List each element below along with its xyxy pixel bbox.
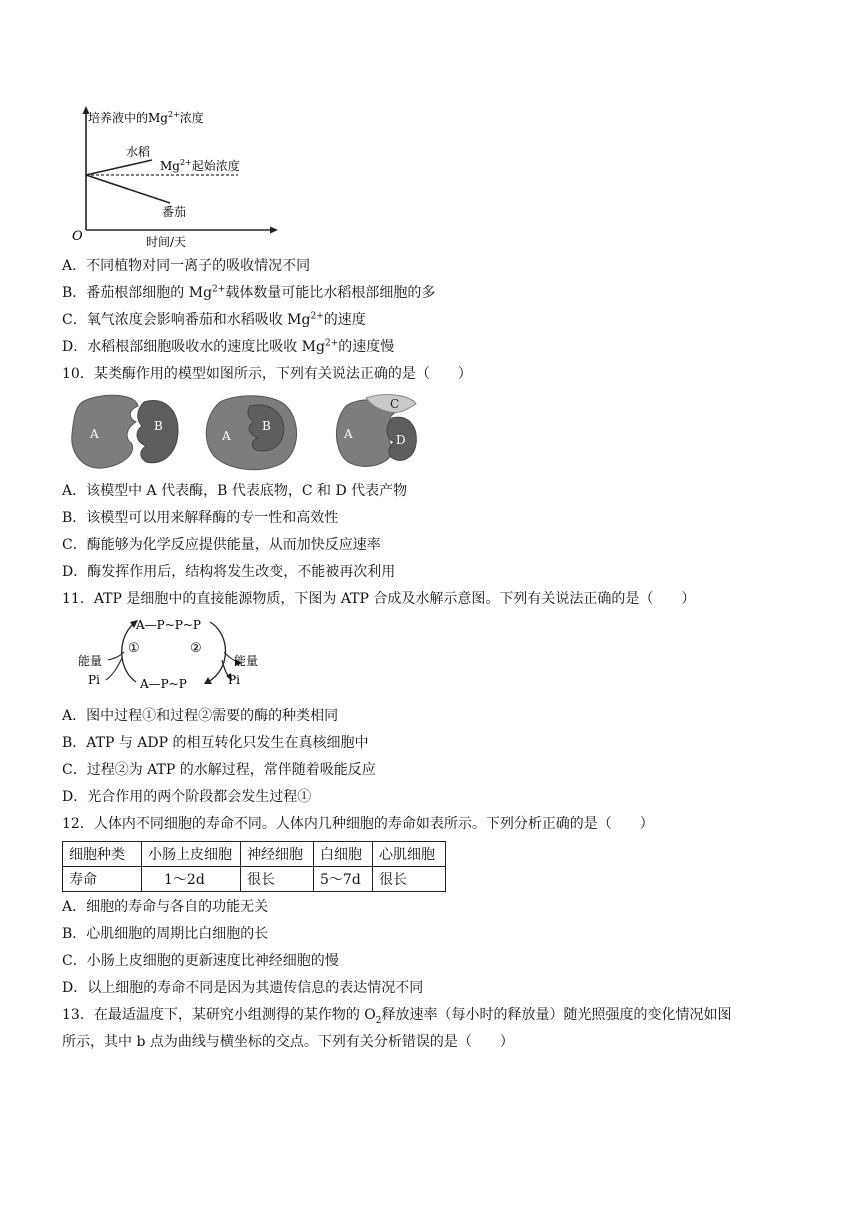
label-d-3: D (396, 433, 406, 447)
arc-hydrolysis (208, 622, 226, 682)
q12-stem: 12．人体内不同细胞的寿命不同。人体内几种细胞的寿命如表所示。下列分析正确的是（ ） (62, 816, 654, 832)
table-cell: 神经细胞 (241, 842, 314, 867)
q12-option-d: D．以上细胞的寿命不同是因为其遗传信息的表达情况不同 (62, 980, 424, 996)
q12-option-a: A．细胞的寿命与各自的功能无关 (62, 899, 269, 915)
enzyme-model-figure (66, 392, 426, 474)
table-cell: 5～7d (314, 867, 373, 892)
energy-right-label: 能量 (234, 654, 259, 668)
rice-label: 水稻 (126, 145, 151, 159)
atp-cycle-figure (74, 612, 274, 694)
tomato-line (86, 175, 170, 203)
label-b-2: B (262, 419, 271, 433)
q9-option-a: A．不同植物对同一离子的吸收情况不同 (62, 258, 311, 274)
enzyme-panel-1 (72, 395, 178, 468)
atp-label: A—P~P~P (136, 618, 201, 632)
label-c-3: C (390, 397, 400, 411)
q10-option-b: B．该模型可以用来解释酶的专一性和高效性 (62, 510, 339, 526)
q11-stem: 11．ATP 是细胞中的直接能源物质，下图为 ATP 合成及水解示意图。下列有关说法正确的是（ ） (62, 591, 696, 607)
energy-left-label: 能量 (78, 654, 103, 668)
q10-option-a: A．该模型中 A 代表酶，B 代表底物，C 和 D 代表产物 (62, 483, 408, 499)
step-2-label: ② (190, 641, 202, 656)
step-1-label: ① (128, 641, 140, 656)
adp-label: A—P~P (140, 677, 187, 691)
baseline-label: $Mg^{2+}$起始浓度 (160, 158, 240, 173)
q9-option-d: D．水稻根部细胞吸收水的速度比吸收 $Mg^{2+}$的速度慢 (62, 338, 395, 355)
rice-line (86, 160, 152, 175)
enzyme-panel-3 (336, 395, 416, 467)
q10-option-c: C．酶能够为化学反应提供能量，从而加快反应速率 (62, 537, 381, 553)
q11-option-d: D．光合作用的两个阶段都会发生过程① (62, 789, 312, 805)
table-cell: 很长 (241, 867, 314, 892)
pi-right-label: Pi (228, 673, 240, 687)
q13-stem-line-1: 13．在最适温度下，某研究小组测得的某作物的 $O_2$释放速率（每小时的释放量）随光照强度的变化情况如图 (62, 1007, 732, 1026)
q12-option-c: C．小肠上皮细胞的更新速度比神经细胞的慢 (62, 953, 339, 969)
table-cell: 白细胞 (314, 842, 373, 867)
table-cell: 很长 (373, 867, 446, 892)
table-cell: 1～2d (142, 867, 241, 892)
label-b-1: B (154, 419, 163, 433)
table-cell: 小肠上皮细胞 (142, 842, 241, 867)
enzyme-panel-2 (206, 396, 296, 470)
x-axis-arrow (270, 227, 278, 234)
label-a-1: A (90, 427, 99, 441)
pi-left-label: Pi (88, 673, 100, 687)
q10-option-d: D．酶发挥作用后，结构将发生改变，不能被再次利用 (62, 564, 396, 580)
q9-option-c: C．氧气浓度会影响番茄和水稻吸收 $Mg^{2+}$的速度 (62, 311, 366, 328)
table-cell: 心肌细胞 (373, 842, 446, 867)
mg-concentration-figure (60, 100, 280, 250)
table-header-row (63, 842, 446, 867)
q11-option-c: C．过程②为 ATP 的水解过程，常伴随着吸能反应 (62, 762, 376, 778)
q12-option-b: B．心肌细胞的周期比白细胞的长 (62, 926, 269, 942)
label-a-3: A (344, 427, 353, 441)
origin-label: O (72, 229, 83, 244)
q10-stem: 10．某类酶作用的模型如图所示，下列有关说法正确的是（ ） (62, 366, 472, 382)
table-cell: 寿命 (63, 867, 142, 892)
tomato-label: 番茄 (162, 205, 187, 219)
table-row (63, 867, 446, 892)
y-axis-label: 培养液中的$Mg^{2+}$浓度 (88, 110, 204, 125)
cell-lifespan-table (62, 841, 446, 892)
pi-in-arrow (106, 658, 122, 680)
table-cell: 细胞种类 (63, 842, 142, 867)
label-a-2: A (222, 429, 231, 443)
q11-option-a: A．图中过程①和过程②需要的酶的种类相同 (62, 708, 339, 724)
q13-stem-line-2: 所示，其中 b 点为曲线与横坐标的交点。下列有关分析错误的是（ ） (62, 1034, 514, 1050)
q9-option-b: B．番茄根部细胞的 $Mg^{2+}$载体数量可能比水稻根部细胞的多 (62, 284, 436, 301)
q11-option-b: B．ATP 与 ADP 的相互转化只发生在真核细胞中 (62, 735, 369, 751)
x-axis-label: 时间/天 (146, 235, 187, 249)
